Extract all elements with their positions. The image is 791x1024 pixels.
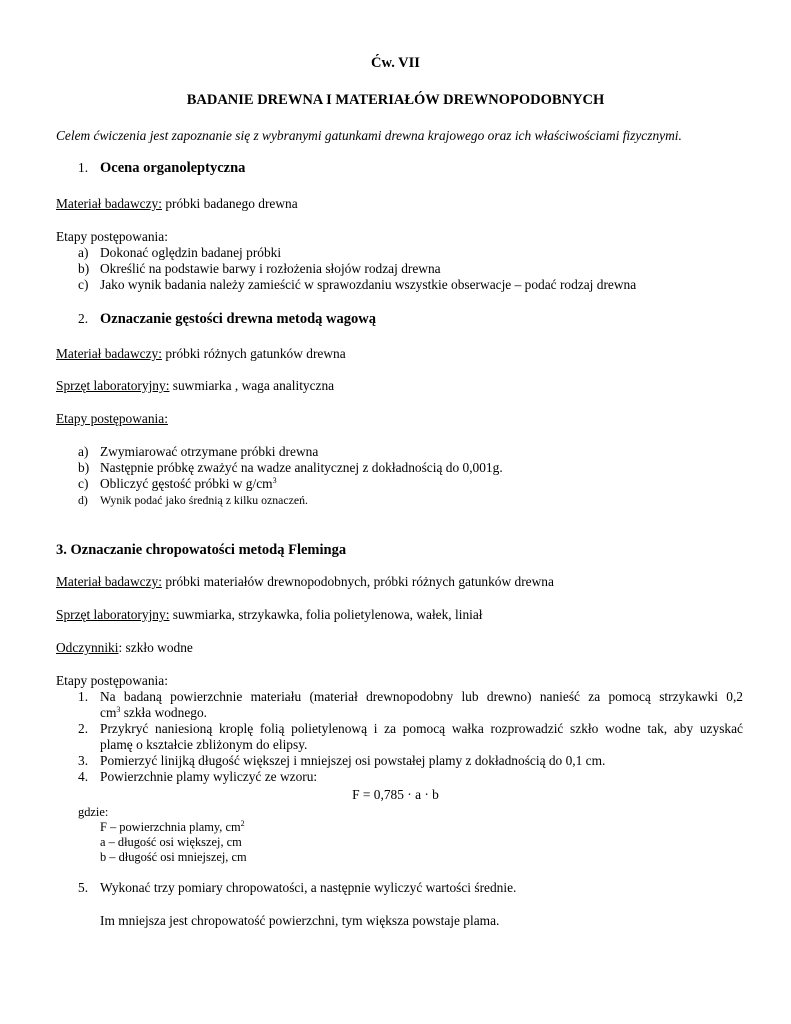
list-item: b) Określić na podstawie barwy i rozłożenia słojów rodzaj drewna bbox=[78, 261, 441, 276]
section3-equipment bbox=[56, 607, 483, 623]
section2-equipment bbox=[56, 378, 334, 394]
list-item: 3. Pomierzyć linijką długość większej i mniejszej osi powstałej plamy z dokładnością do 0,1 cm. bbox=[78, 753, 606, 768]
legend-a: a – długość osi większej, cm bbox=[100, 835, 242, 849]
section3-material bbox=[56, 574, 554, 590]
list-item: a) Dokonać oględzin badanej próbki bbox=[78, 245, 282, 260]
material-label: Materiał badawczy: bbox=[56, 346, 162, 361]
equipment-label: Sprzęt laboratoryjny: bbox=[56, 607, 170, 622]
equipment-value: suwmiarka, strzykawka, folia polietylenowa, wałek, liniał bbox=[169, 607, 483, 622]
section1-heading bbox=[78, 160, 245, 176]
conclusion: Im mniejsza jest chropowatość powierzchni, tym większa powstaje plama. bbox=[100, 913, 500, 928]
where-label: gdzie: bbox=[78, 805, 109, 819]
material-value: próbki materiałów drewnopodobnych, próbki różnych gatunków drewna bbox=[161, 574, 554, 589]
legend-b: b – długość osi mniejszej, cm bbox=[100, 850, 247, 864]
legend-f: F – powierzchnia plamy, $cm^2$ bbox=[100, 819, 245, 834]
list-item: c) Jako wynik badania należy zamieścić w sprawozdaniu wszystkie obserwacje – podać rodzaj drewna bbox=[78, 277, 637, 292]
section2-number: 2. bbox=[78, 311, 89, 326]
list-item-continuation: plamę o kształcie zbliżonym do elipsy. bbox=[100, 737, 308, 752]
section1-material bbox=[56, 196, 298, 212]
list-item: b) Następnie próbkę zważyć na wadze analitycznej z dokładnością do 0,001g. bbox=[78, 460, 503, 475]
list-item: a) Zwymiarować otrzymane próbki drewna bbox=[78, 444, 319, 459]
section3-reagents bbox=[56, 640, 193, 656]
section2-heading bbox=[78, 311, 376, 327]
list-item: 5. Wykonać trzy pomiary chropowatości, a następnie wyliczyć wartości średnie. bbox=[78, 880, 517, 895]
document-title: BADANIE DREWNA I MATERIAŁÓW DREWNOPODOBNYCH bbox=[186, 92, 605, 108]
section3-heading: 3. Oznaczanie chropowatości metodą Fleminga bbox=[56, 542, 347, 558]
material-value: próbki różnych gatunków drewna bbox=[161, 346, 346, 361]
exercise-number: Ćw. VII bbox=[371, 55, 420, 71]
section2-steps-label: Etapy postępowania: bbox=[56, 411, 168, 426]
section2-title: Oznaczanie gęstości drewna metodą wagową bbox=[100, 311, 377, 327]
equipment-label: Sprzęt laboratoryjny: bbox=[56, 378, 170, 393]
section1-steps-label: Etapy postępowania: bbox=[56, 229, 168, 244]
list-item: 1. Na badaną powierzchnie materiału (materiał drewnopodobny lub drewno) nanieść za pomocą strzykawki 0,2 bbox=[78, 689, 743, 704]
reagents-label: Odczynniki bbox=[56, 640, 119, 655]
equipment-value: suwmiarka , waga analityczna bbox=[169, 378, 335, 393]
list-item: d) Wynik podać jako średnią z kilku oznaczeń. bbox=[78, 493, 308, 507]
section3-steps-label: Etapy postępowania: bbox=[56, 673, 168, 688]
section1-title: Ocena organoleptyczna bbox=[100, 160, 246, 176]
material-label: Materiał badawczy: bbox=[56, 196, 162, 211]
material-label: Materiał badawczy: bbox=[56, 574, 162, 589]
section1-number: 1. bbox=[78, 160, 89, 175]
section2-material bbox=[56, 346, 346, 362]
formula: F = 0,785 · a · b bbox=[352, 787, 439, 802]
list-item: 4. Powierzchnie plamy wyliczyć ze wzoru: bbox=[78, 769, 318, 784]
exercise-goal: Celem ćwiczenia jest zapoznanie się z wybranymi gatunkami drewna krajowego oraz ich właściwościami fizycznymi. bbox=[56, 128, 682, 143]
list-item: c) Obliczyć gęstość próbki w $g/cm^3$ bbox=[78, 476, 277, 491]
list-item-continuation: $cm^3$ szkła wodnego. bbox=[100, 705, 208, 720]
reagents-value: : szkło wodne bbox=[118, 640, 193, 655]
material-value: próbki badanego drewna bbox=[161, 196, 298, 211]
list-item: 2. Przykryć naniesioną kroplę folią polietylenową i za pomocą wałka rozprowadzić szkło wodne tak, aby uzyskać bbox=[78, 721, 743, 736]
